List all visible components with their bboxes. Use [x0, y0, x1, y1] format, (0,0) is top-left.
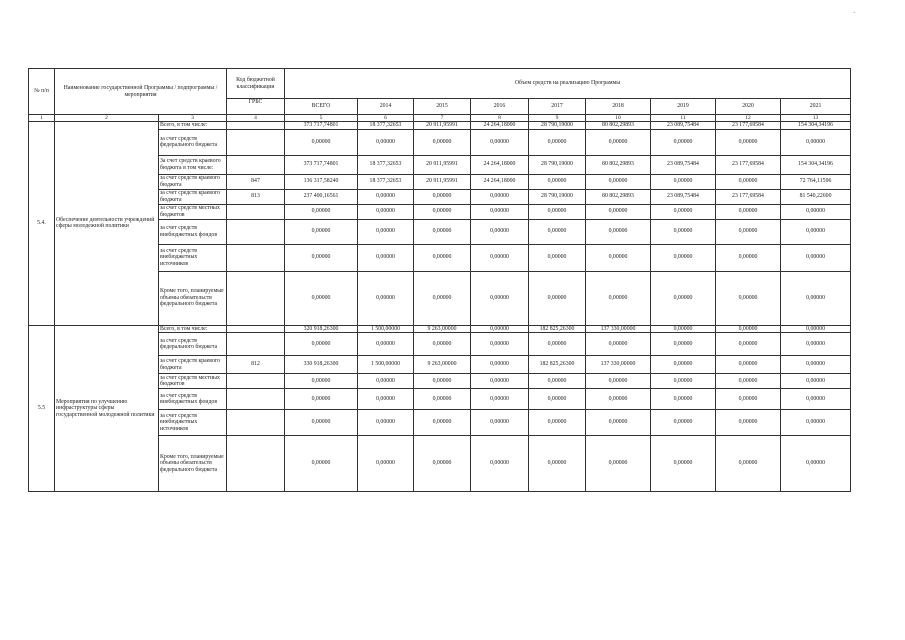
year-value: 0,00000: [586, 129, 651, 155]
year-value: 0,00000: [358, 389, 414, 410]
header-year: 2015: [414, 99, 471, 115]
year-value: 1 500,00000: [358, 356, 414, 374]
year-value: 0,00000: [781, 219, 851, 244]
year-value: 81 540,22600: [781, 189, 851, 204]
funding-source-label: за счет средств местных бюджетов: [159, 374, 227, 389]
year-value: 0,00000: [586, 333, 651, 356]
year-value: 0,00000: [651, 410, 716, 436]
year-value: 0,00000: [651, 356, 716, 374]
year-value: 0,00000: [414, 389, 471, 410]
total-value: 0,00000: [285, 204, 358, 219]
year-value: 0,00000: [471, 325, 529, 333]
year-value: 137 330,00000: [586, 325, 651, 333]
funding-source-label: За счет средств краевого бюджета в том числе:: [159, 155, 227, 174]
year-value: 0,00000: [586, 204, 651, 219]
grbs-code: [227, 374, 285, 389]
year-value: 0,00000: [716, 219, 781, 244]
year-value: 0,00000: [651, 374, 716, 389]
index-cell: 4: [227, 115, 285, 122]
year-value: 0,00000: [529, 219, 586, 244]
year-value: 0,00000: [471, 271, 529, 325]
grbs-code: [227, 410, 285, 436]
funding-source-label: Кроме того, планируемые объемы обязательств федерального бюджета: [159, 271, 227, 325]
index-cell: 13: [781, 115, 851, 122]
year-value: 0,00000: [358, 333, 414, 356]
year-value: 154 304,34196: [781, 122, 851, 130]
year-value: 24 264,18000: [471, 174, 529, 189]
year-value: 0,00000: [471, 436, 529, 492]
index-cell: 1: [29, 115, 55, 122]
grbs-code: [227, 204, 285, 219]
year-value: 0,00000: [471, 389, 529, 410]
year-value: 0,00000: [471, 129, 529, 155]
year-value: 0,00000: [716, 129, 781, 155]
program-funding-table: [28, 68, 851, 492]
year-value: 0,00000: [529, 389, 586, 410]
grbs-code: [227, 271, 285, 325]
grbs-code: [227, 333, 285, 356]
year-value: 0,00000: [716, 174, 781, 189]
funding-source-label: за счет средств краевого бюджета: [159, 189, 227, 204]
year-value: 0,00000: [529, 129, 586, 155]
year-value: 0,00000: [651, 219, 716, 244]
funding-source-label: за счет средств внебюджетных фондов: [159, 389, 227, 410]
year-value: 24 264,18000: [471, 122, 529, 130]
total-value: 320 918,26300: [285, 325, 358, 333]
index-cell: 2: [55, 115, 159, 122]
header-total: ВСЕГО: [285, 99, 358, 115]
year-value: 0,00000: [414, 333, 471, 356]
total-value: 0,00000: [285, 374, 358, 389]
year-value: 0,00000: [781, 374, 851, 389]
year-value: 0,00000: [781, 389, 851, 410]
grbs-code: [227, 219, 285, 244]
index-cell: 11: [651, 115, 716, 122]
section-name: Обеспечение деятельности учреждений сферы молодежной политики: [55, 122, 159, 326]
funding-source-label: Всего, в том числе:: [159, 122, 227, 130]
year-value: 0,00000: [651, 325, 716, 333]
year-value: 0,00000: [781, 129, 851, 155]
year-value: 0,00000: [471, 244, 529, 271]
header-row-1: [29, 69, 851, 99]
grbs-code: 847: [227, 174, 285, 189]
funding-source-label: за счет средств внебюджетных источников: [159, 244, 227, 271]
grbs-code: [227, 244, 285, 271]
total-value: 0,00000: [285, 244, 358, 271]
year-value: 80 802,29893: [586, 189, 651, 204]
header-year: 2019: [651, 99, 716, 115]
year-value: 18 377,32653: [358, 174, 414, 189]
funding-source-label: за счет средств краевого бюджета: [159, 356, 227, 374]
year-value: 0,00000: [781, 204, 851, 219]
total-value: 0,00000: [285, 436, 358, 492]
year-value: 24 264,18000: [471, 155, 529, 174]
year-value: 0,00000: [586, 244, 651, 271]
year-value: 23 089,75484: [651, 122, 716, 130]
year-value: 0,00000: [781, 356, 851, 374]
funding-source-label: Кроме того, планируемые объемы обязательств федерального бюджета: [159, 436, 227, 492]
year-value: 0,00000: [716, 389, 781, 410]
year-value: 0,00000: [651, 204, 716, 219]
year-value: 0,00000: [586, 174, 651, 189]
year-value: 0,00000: [358, 410, 414, 436]
year-value: 18 377,32653: [358, 122, 414, 130]
year-value: 0,00000: [651, 389, 716, 410]
year-value: 20 911,95991: [414, 155, 471, 174]
year-value: 28 790,19000: [529, 155, 586, 174]
table-row: [29, 325, 851, 333]
year-value: 20 911,95991: [414, 122, 471, 130]
total-value: 136 317,58240: [285, 174, 358, 189]
table-body: [29, 69, 851, 492]
year-value: 20 911,95991: [414, 174, 471, 189]
year-value: 0,00000: [651, 129, 716, 155]
header-year: 2021: [781, 99, 851, 115]
year-value: 0,00000: [414, 219, 471, 244]
index-cell: 12: [716, 115, 781, 122]
year-value: 0,00000: [414, 189, 471, 204]
total-value: 373 717,74801: [285, 122, 358, 130]
year-value: 0,00000: [471, 374, 529, 389]
year-value: 0,00000: [781, 410, 851, 436]
year-value: 0,00000: [414, 374, 471, 389]
year-value: 0,00000: [358, 219, 414, 244]
year-value: 18 377,32653: [358, 155, 414, 174]
funding-source-label: за счет средств внебюджетных источников: [159, 410, 227, 436]
corner-mark: ·: [853, 9, 856, 17]
header-volume: Объем средств на реализацию Программы: [285, 69, 851, 99]
funding-source-label: за счет средств внебюджетных фондов: [159, 219, 227, 244]
year-value: 0,00000: [414, 129, 471, 155]
year-value: 0,00000: [358, 204, 414, 219]
grbs-code: 813: [227, 189, 285, 204]
section-number: 5.4.: [29, 122, 55, 326]
funding-source-label: за счет средств федерального бюджета: [159, 129, 227, 155]
grbs-code: [227, 436, 285, 492]
year-value: 0,00000: [781, 436, 851, 492]
grbs-code: [227, 155, 285, 174]
section-number: 5.5: [29, 325, 55, 492]
year-value: 9 263,00000: [414, 325, 471, 333]
grbs-code: 812: [227, 356, 285, 374]
header-grbs: ГРБС: [227, 99, 285, 115]
year-value: 0,00000: [651, 271, 716, 325]
year-value: 0,00000: [358, 189, 414, 204]
year-value: 0,00000: [716, 204, 781, 219]
total-value: 0,00000: [285, 219, 358, 244]
year-value: 182 825,26300: [529, 356, 586, 374]
header-num: № п/п: [29, 69, 55, 115]
year-value: 0,00000: [358, 271, 414, 325]
year-value: 23 089,75484: [651, 189, 716, 204]
section-name: Мероприятия по улучшению инфраструктуры сферы государственной молодежной политики: [55, 325, 159, 492]
header-year: 2017: [529, 99, 586, 115]
year-value: 23 177,69584: [716, 189, 781, 204]
year-value: 0,00000: [651, 333, 716, 356]
year-value: 23 177,69584: [716, 155, 781, 174]
year-value: 0,00000: [471, 189, 529, 204]
year-value: 0,00000: [781, 244, 851, 271]
year-value: 0,00000: [358, 244, 414, 271]
index-cell: 7: [414, 115, 471, 122]
total-value: 0,00000: [285, 410, 358, 436]
grbs-code: [227, 122, 285, 130]
table-row: [29, 122, 851, 130]
year-value: 0,00000: [651, 436, 716, 492]
year-value: 0,00000: [781, 271, 851, 325]
year-value: 0,00000: [586, 389, 651, 410]
year-value: 72 764,11596: [781, 174, 851, 189]
year-value: 0,00000: [651, 244, 716, 271]
year-value: 0,00000: [716, 244, 781, 271]
grbs-code: [227, 129, 285, 155]
year-value: 0,00000: [716, 356, 781, 374]
year-value: 0,00000: [358, 436, 414, 492]
index-cell: 3: [159, 115, 227, 122]
grbs-code: [227, 389, 285, 410]
year-value: 0,00000: [586, 271, 651, 325]
funding-source-label: Всего, в том числе:: [159, 325, 227, 333]
year-value: 0,00000: [414, 204, 471, 219]
index-cell: 9: [529, 115, 586, 122]
year-value: 0,00000: [529, 410, 586, 436]
header-year: 2014: [358, 99, 414, 115]
year-value: 0,00000: [471, 204, 529, 219]
year-value: 0,00000: [358, 374, 414, 389]
total-value: 0,00000: [285, 129, 358, 155]
year-value: 80 802,29893: [586, 155, 651, 174]
index-row: [29, 115, 851, 122]
year-value: 23 089,75484: [651, 155, 716, 174]
year-value: 0,00000: [781, 325, 851, 333]
year-value: 0,00000: [586, 374, 651, 389]
index-cell: 8: [471, 115, 529, 122]
year-value: 0,00000: [529, 333, 586, 356]
year-value: 9 263,00000: [414, 356, 471, 374]
year-value: 0,00000: [529, 436, 586, 492]
year-value: 0,00000: [414, 436, 471, 492]
year-value: 0,00000: [358, 129, 414, 155]
year-value: 0,00000: [414, 244, 471, 271]
total-value: 0,00000: [285, 389, 358, 410]
year-value: 0,00000: [471, 219, 529, 244]
year-value: 0,00000: [716, 325, 781, 333]
index-cell: 6: [358, 115, 414, 122]
year-value: 0,00000: [651, 174, 716, 189]
year-value: 0,00000: [529, 374, 586, 389]
year-value: 0,00000: [471, 356, 529, 374]
funding-source-label: за счет средств федерального бюджета: [159, 333, 227, 356]
year-value: 80 802,29893: [586, 122, 651, 130]
header-year: 2020: [716, 99, 781, 115]
year-value: 0,00000: [471, 410, 529, 436]
year-value: 0,00000: [716, 271, 781, 325]
year-value: 0,00000: [586, 410, 651, 436]
year-value: 23 177,69584: [716, 122, 781, 130]
year-value: 0,00000: [586, 219, 651, 244]
year-value: 1 500,00000: [358, 325, 414, 333]
total-value: 0,00000: [285, 333, 358, 356]
year-value: 28 790,19000: [529, 122, 586, 130]
total-value: 330 918,26300: [285, 356, 358, 374]
year-value: 0,00000: [414, 410, 471, 436]
year-value: 0,00000: [586, 436, 651, 492]
year-value: 0,00000: [529, 244, 586, 271]
year-value: 0,00000: [471, 333, 529, 356]
year-value: 182 825,26300: [529, 325, 586, 333]
total-value: 373 717,74801: [285, 155, 358, 174]
year-value: 0,00000: [529, 204, 586, 219]
year-value: 137 330,00000: [586, 356, 651, 374]
index-cell: 10: [586, 115, 651, 122]
year-value: 154 304,34196: [781, 155, 851, 174]
total-value: 0,00000: [285, 271, 358, 325]
funding-source-label: за счет средств краевого бюджета: [159, 174, 227, 189]
header-year: 2016: [471, 99, 529, 115]
header-year: 2018: [586, 99, 651, 115]
year-value: 0,00000: [414, 271, 471, 325]
index-cell: 5: [285, 115, 358, 122]
year-value: 0,00000: [716, 436, 781, 492]
year-value: 0,00000: [781, 333, 851, 356]
header-name: Наименование государственной Программы / подпрограммы / мероприятия: [55, 69, 227, 115]
header-kbk: Код бюджетной классификации: [227, 69, 285, 99]
year-value: 0,00000: [716, 333, 781, 356]
year-value: 0,00000: [529, 174, 586, 189]
year-value: 0,00000: [716, 374, 781, 389]
year-value: 0,00000: [529, 271, 586, 325]
funding-source-label: за счет средств местных бюджетов: [159, 204, 227, 219]
total-value: 237 400,16561: [285, 189, 358, 204]
year-value: 0,00000: [716, 410, 781, 436]
grbs-code: [227, 325, 285, 333]
year-value: 28 790,19000: [529, 189, 586, 204]
